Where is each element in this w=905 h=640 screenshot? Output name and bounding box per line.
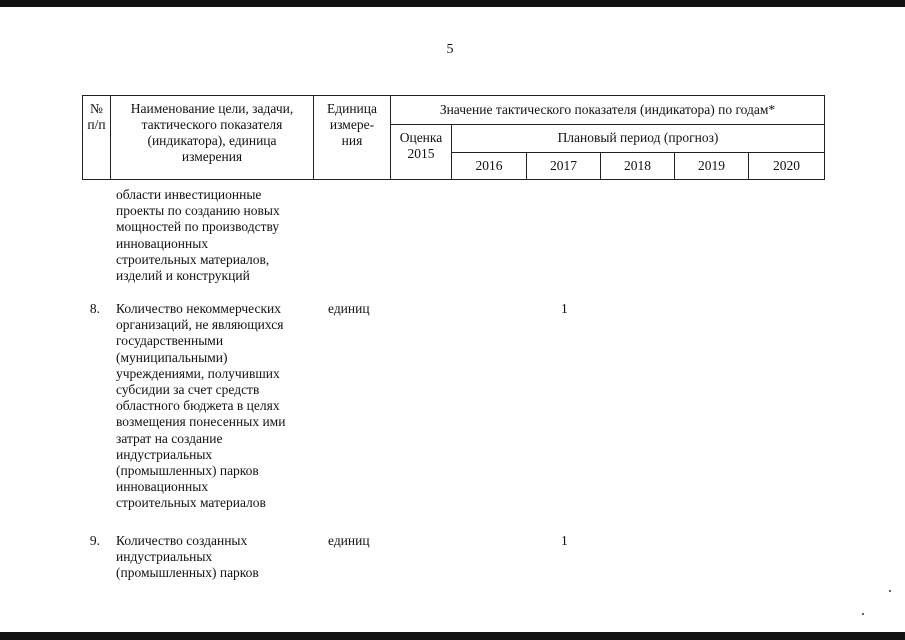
table-row-number: 9. (89, 533, 100, 548)
header-col-number: № п/п (87, 101, 106, 132)
header-col-values: Значение тактического показателя (индикатора) по годам* (439, 102, 776, 117)
header-col-name: Наименование цели, задачи, тактического показателя (индикатора), единица измерения (130, 101, 294, 164)
header-col-unit: Единица измере- ния (326, 101, 377, 148)
header-year: 2017 (550, 158, 577, 173)
table-row-text: области инвестиционные проекты по созданию новых мощностей по производству инновационных строительных материалов, изделий и конструкций (116, 187, 280, 284)
header-year: 2019 (698, 158, 725, 173)
table-row-unit: единиц (328, 533, 370, 548)
page-number: 5 (446, 42, 454, 57)
header-year: 2016 (475, 158, 503, 173)
table-row-value-2017: 1 (561, 533, 568, 548)
header-col-estimate: Оценка 2015 (399, 130, 443, 161)
table-row-text: Количество некоммерческих организаций, не являющихся государственными (муниципальными) учреждениями, получивших субсидии за счет средств областного бюджета в целях возмещения понесенных ими затрат на создание индустриальных (промышленных) парков инновационных строительных материалов (116, 301, 286, 511)
scan-bottom-border (0, 632, 905, 640)
scan-speck (862, 613, 864, 615)
scan-top-border (0, 0, 905, 7)
table-row-unit: единиц (328, 301, 370, 316)
header-col-plan: Плановый период (прогноз) (557, 130, 719, 145)
table-row-number: 8. (89, 301, 100, 316)
scan-speck (889, 590, 891, 592)
header-year: 2018 (624, 158, 651, 173)
table-row-text: Количество созданных индустриальных (промышленных) парков (116, 533, 259, 581)
header-year: 2020 (773, 158, 800, 173)
table-row-value-2017: 1 (561, 301, 568, 316)
